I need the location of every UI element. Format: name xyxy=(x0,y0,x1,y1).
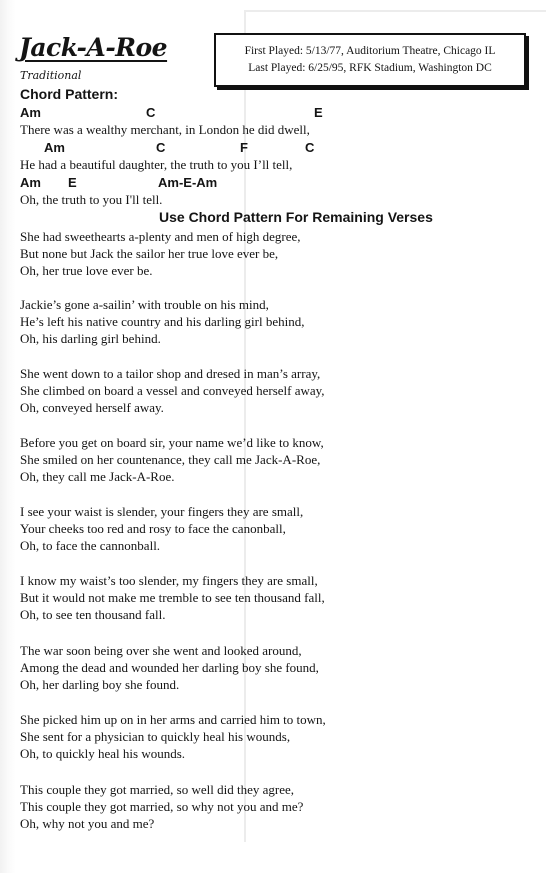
verse-line: The war soon being over she went and looked around, xyxy=(20,643,302,658)
chord-label: E xyxy=(68,175,77,190)
verse-line: I know my waist’s too slender, my fingers they are small, xyxy=(20,573,318,588)
first-played-text: First Played: 5/13/77, Auditorium Theatre, Chicago IL xyxy=(244,45,496,57)
verse-line: She smiled on her countenance, they call me Jack-A-Roe, xyxy=(20,452,321,467)
verse-line: Oh, to face the cannonball. xyxy=(20,538,161,553)
verse-line: Among the dead and wounded her darling boy she found, xyxy=(20,660,319,675)
verse-line: Oh, his darling girl behind. xyxy=(20,331,161,346)
verse-line: She sent for a physician to quickly heal his wounds, xyxy=(20,729,291,744)
verse-line: Before you get on board sir, your name we’d like to know, xyxy=(20,435,324,450)
verse-line: She had sweethearts a-plenty and men of high degree, xyxy=(20,229,301,244)
song-title: Jack-A-Roe xyxy=(19,33,168,62)
chord-label: F xyxy=(240,140,248,155)
verse-line: Oh, her true love ever be. xyxy=(20,263,153,278)
chord-label: E xyxy=(314,105,323,120)
remaining-verses-heading: Use Chord Pattern For Remaining Verses xyxy=(159,209,433,225)
chord-label: C xyxy=(156,140,166,155)
performance-info-box xyxy=(214,33,526,87)
chord-pattern-heading: Chord Pattern: xyxy=(20,86,118,102)
chord-label: Am xyxy=(20,175,41,190)
chord-label: C xyxy=(305,140,315,155)
verse-line: This couple they got married, so why not you and me? xyxy=(20,799,304,814)
verse-line: Your cheeks too red and rosy to face the canonball, xyxy=(20,521,286,536)
verse-line: Oh, to quickly heal his wounds. xyxy=(20,746,186,761)
song-attribution: Traditional xyxy=(20,69,82,82)
verse-line: She picked him up on in her arms and carried him to town, xyxy=(20,712,326,727)
chord-label: Am xyxy=(44,140,65,155)
verse-line: He’s left his native country and his darling girl behind, xyxy=(20,314,305,329)
chord-pattern-line: He had a beautiful daughter, the truth to you I’ll tell, xyxy=(20,157,293,172)
chord-pattern-line: There was a wealthy merchant, in London he did dwell, xyxy=(20,122,310,137)
verse-line: But none but Jack the sailor her true love ever be, xyxy=(20,246,279,261)
verse-line: Jackie’s gone a-sailin’ with trouble on his mind, xyxy=(20,297,269,312)
chord-label: Am xyxy=(20,105,41,120)
last-played-text: Last Played: 6/25/95, RFK Stadium, Washington DC xyxy=(248,62,492,74)
verse-line: But it would not make me tremble to see ten thousand fall, xyxy=(20,590,325,605)
verse-line: She went down to a tailor shop and dresed in man’s array, xyxy=(20,366,321,381)
chord-label: Am-E-Am xyxy=(158,175,218,190)
bleed-through-ghost xyxy=(22,0,29,24)
chord-pattern-line: Oh, the truth to you I'll tell. xyxy=(20,192,163,207)
verse-line: This couple they got married, so well did they agree, xyxy=(20,782,295,797)
verse-line: Oh, to see ten thousand fall. xyxy=(20,607,166,622)
verse-line: Oh, conveyed herself away. xyxy=(20,400,164,415)
chord-label: C xyxy=(146,105,156,120)
verse-line: Oh, why not you and me? xyxy=(20,816,155,831)
verse-line: Oh, her darling boy she found. xyxy=(20,677,180,692)
verse-line: Oh, they call me Jack-A-Roe. xyxy=(20,469,175,484)
verse-line: I see your waist is slender, your fingers they are small, xyxy=(20,504,304,519)
verse-line: She climbed on board a vessel and conveyed herself away, xyxy=(20,383,325,398)
